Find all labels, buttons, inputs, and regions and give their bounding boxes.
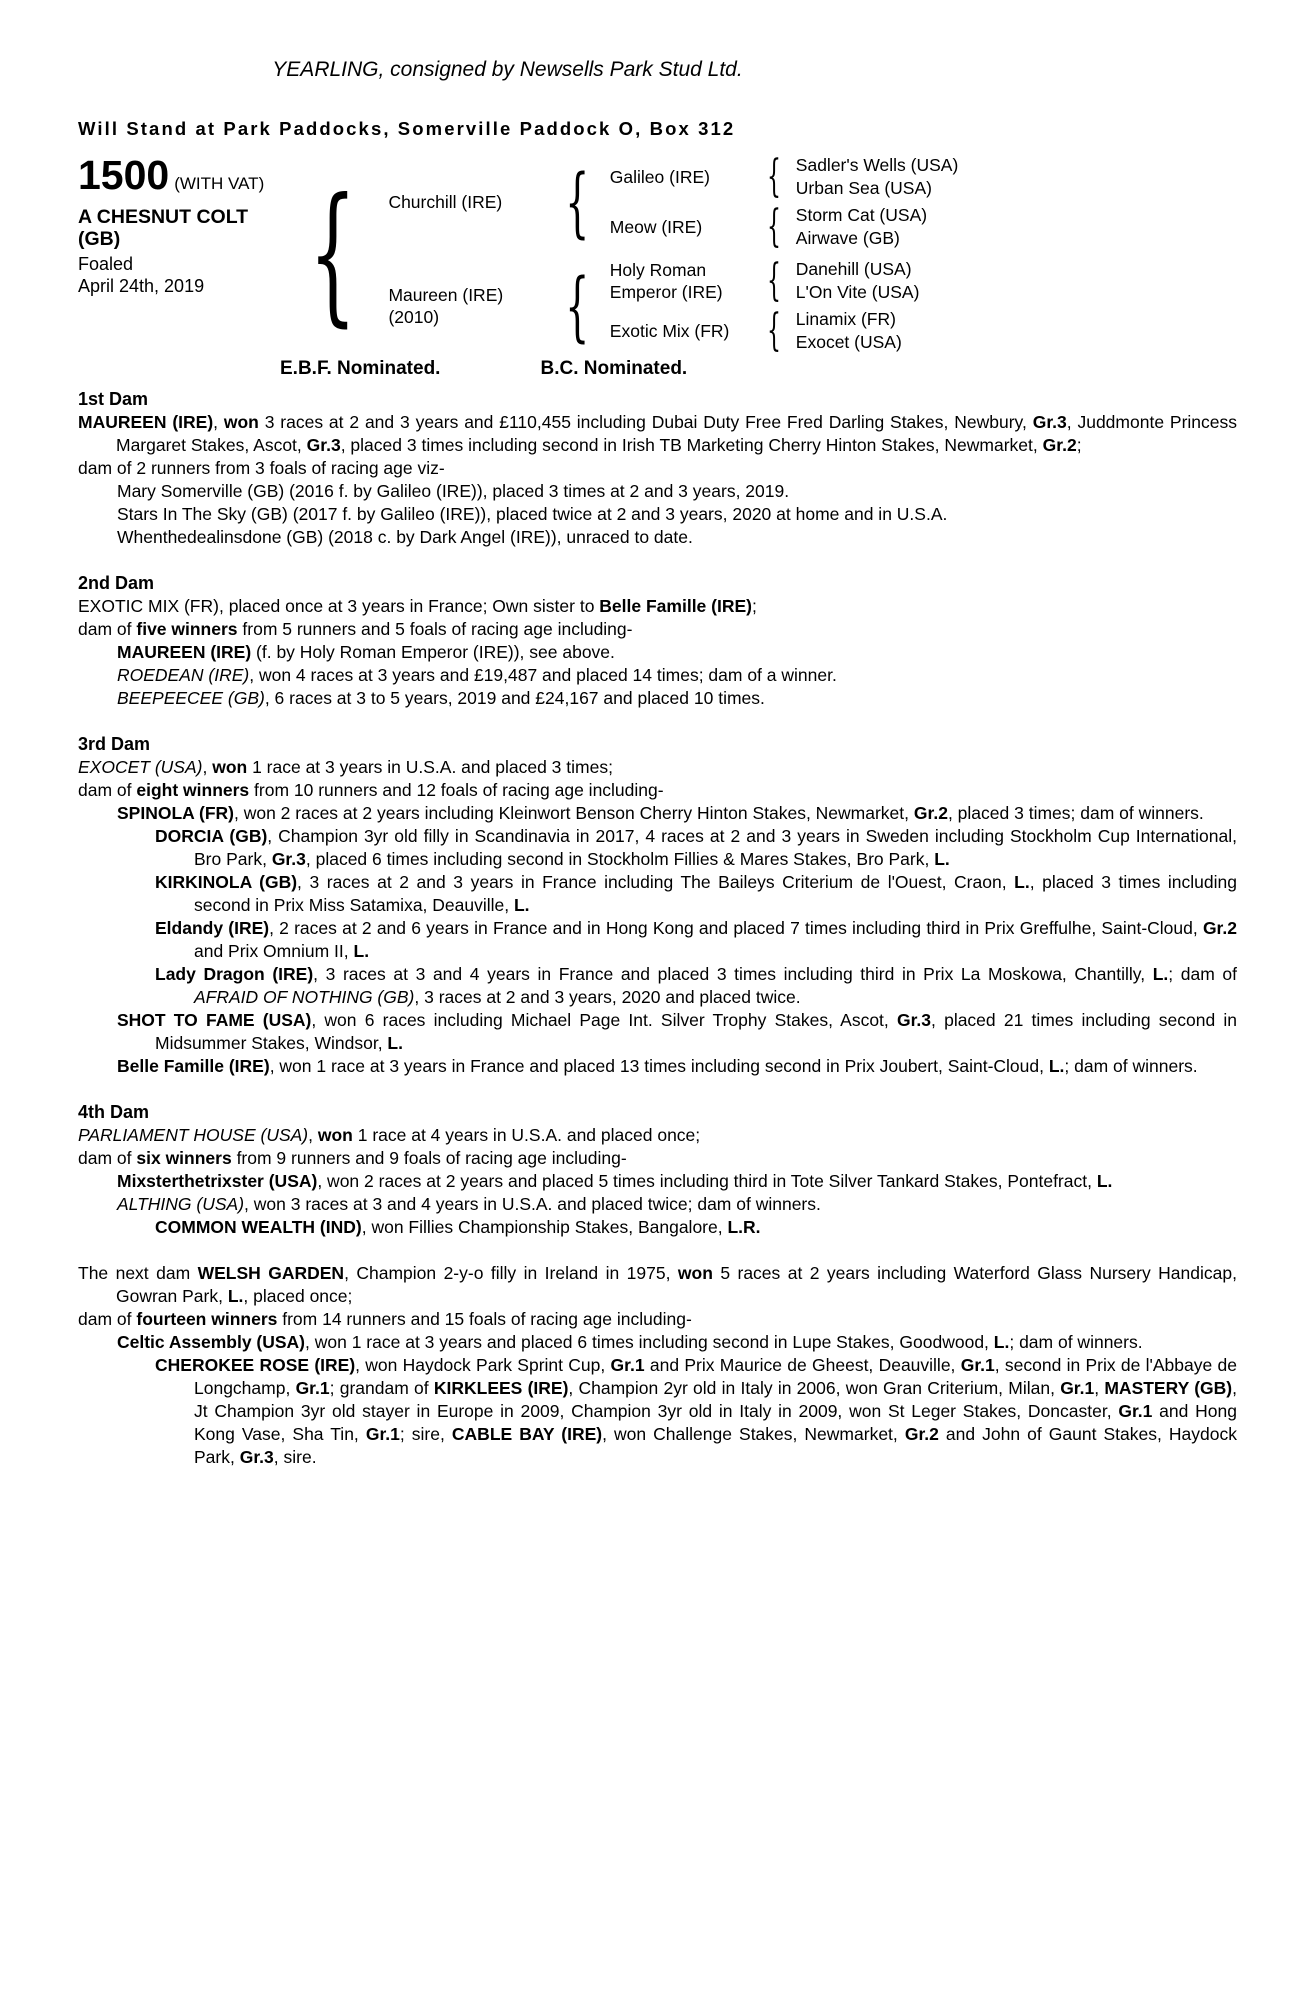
emphasized-text: won	[223, 412, 259, 432]
emphasized-text: ALTHING (USA)	[117, 1194, 245, 1214]
emphasized-text: Belle Famille (IRE)	[117, 1056, 270, 1076]
text-run: ,	[202, 757, 213, 777]
emphasized-text: Belle Famille (IRE)	[599, 596, 752, 616]
emphasized-text: won	[317, 1125, 353, 1145]
emphasized-text: Celtic Assembly (USA)	[117, 1332, 306, 1352]
pedigree-paragraph	[78, 802, 1237, 825]
ebf-nominated-label: E.B.F. Nominated.	[280, 358, 441, 379]
pedigree-paragraph	[78, 664, 1237, 687]
sire-sire-sire-name: Sadler's Wells (USA)	[795, 155, 959, 175]
emphasized-text: Gr.1	[960, 1355, 995, 1375]
pedigree-paragraph	[78, 1262, 1237, 1308]
sire-sire-dam-name: Urban Sea (USA)	[795, 178, 932, 198]
text-run: , placed 3 times; dam of winners.	[947, 803, 1204, 823]
sire-name: Churchill (IRE)	[388, 192, 503, 212]
text-run: from 10 runners and 12 foals of racing age including-	[249, 780, 664, 800]
text-run: Mary Somerville (GB) (2016 f. by Galileo (IRE)), placed 3 times at 2 and 3 years, 2019.	[117, 481, 790, 501]
dam-section	[78, 1262, 1237, 1469]
emphasized-text: Gr.2	[1042, 435, 1077, 455]
dam-section	[78, 572, 1237, 710]
dam-section-heading: 4th Dam	[78, 1102, 150, 1122]
text-run: , 3 races at 3 and 4 years in France and placed 3 times including third in Prix La Moskowa, Chantilly,	[313, 964, 1153, 984]
text-run: , won 1 race at 3 years and placed 6 times including second in Lupe Stakes, Goodwood,	[305, 1332, 994, 1352]
pedigree-paragraph	[78, 503, 1237, 526]
emphasized-text: fourteen winners	[136, 1309, 278, 1329]
dam-section-heading: 1st Dam	[78, 389, 149, 409]
emphasized-text: L.	[993, 1332, 1010, 1352]
text-run: , Jt Champion 3yr old stayer in Europe in 2009, Champion 3yr old in Italy in 2009, won St Leger Stakes, Doncaster,	[194, 1378, 1237, 1421]
text-run: , won Fillies Championship Stakes, Bangalore,	[361, 1217, 728, 1237]
emphasized-text: five winners	[136, 619, 238, 639]
text-run: 5 races at 2 years including Waterford Glass Nursery Handicap, Gowran Park,	[116, 1263, 1237, 1306]
text-run: , won 6 races including Michael Page Int. Silver Trophy Stakes, Ascot,	[311, 1010, 897, 1030]
dam-section-heading: 3rd Dam	[78, 734, 151, 754]
emphasized-text: PARLIAMENT HOUSE (USA)	[78, 1125, 309, 1145]
dam-name-block	[388, 284, 553, 328]
lot-vat-note: (WITH VAT)	[174, 174, 265, 193]
text-run: Stars In The Sky (GB) (2017 f. by Galileo (IRE)), placed twice at 2 and 3 years, 2020 at home and in U.S.A.	[117, 504, 948, 524]
text-run: and Prix Omnium II,	[194, 941, 354, 961]
pedigree-paragraph	[78, 595, 1237, 618]
emphasized-text: KIRKLEES (IRE)	[433, 1378, 569, 1398]
dam-dam-sire-name: Linamix (FR)	[795, 309, 896, 329]
dam-sire-dam-name: L'On Vite (USA)	[795, 282, 920, 302]
pedigree-paragraph	[78, 1147, 1237, 1170]
emphasized-text: eight winners	[136, 780, 250, 800]
text-run: ;	[1076, 435, 1082, 455]
emphasized-text: CHEROKEE ROSE (IRE)	[155, 1355, 356, 1375]
dam-dam-subtree	[609, 305, 1237, 357]
emphasized-text: AFRAID OF NOTHING (GB)	[194, 987, 415, 1007]
pedigree-paragraph	[78, 687, 1237, 710]
text-run: , Champion 2-y-o filly in Ireland in 1975,	[344, 1263, 678, 1283]
text-run: 1 race at 3 years in U.S.A. and placed 3 times;	[247, 757, 613, 777]
emphasized-text: MAUREEN (IRE)	[78, 412, 214, 432]
text-run: 3 races at 2 and 3 years and £110,455 including Dubai Duty Free Fred Darling Stakes, Newbury,	[258, 412, 1033, 432]
emphasized-text: Gr.3	[896, 1010, 932, 1030]
bc-nominated-label: B.C. Nominated.	[540, 358, 688, 379]
pedigree-paragraph	[78, 1055, 1237, 1078]
emphasized-text: won	[212, 757, 248, 777]
pedigree-brace-icon: {	[766, 305, 781, 357]
emphasized-text: won	[677, 1263, 713, 1283]
text-run: ,	[1094, 1378, 1105, 1398]
text-run: , Juddmonte Princess Margaret Stakes, Ascot,	[116, 412, 1238, 455]
pedigree-paragraph	[78, 641, 1237, 664]
lot-info	[78, 154, 285, 297]
text-run: ,	[308, 1125, 318, 1145]
foaled-date: April 24th, 2019	[78, 276, 205, 297]
text-run: dam of 2 runners from 3 foals of racing age viz-	[78, 458, 445, 478]
foaled-label: Foaled	[78, 254, 134, 275]
dam-name: Maureen (IRE)	[388, 285, 504, 305]
text-run: EXOTIC MIX (FR), placed once at 3 years in France; Own sister to	[78, 596, 600, 616]
sire-sire-subtree	[609, 151, 1237, 203]
emphasized-text: Gr.1	[1118, 1401, 1153, 1421]
sire-dam-dam-name: Airwave (GB)	[795, 228, 900, 248]
pedigree-brace-icon: {	[766, 201, 781, 253]
text-run: 1 race at 4 years in U.S.A. and placed once;	[352, 1125, 701, 1145]
dam-subtree	[388, 255, 1237, 357]
sire-subtree	[388, 151, 1237, 253]
text-run: ;	[751, 596, 757, 616]
pedigree-brace-icon: {	[766, 255, 781, 307]
pedigree-paragraph	[78, 1193, 1237, 1216]
pedigree-paragraph	[78, 480, 1237, 503]
emphasized-text: Lady Dragon (IRE)	[155, 964, 314, 984]
text-run: , placed 21 times including second in Midsummer Stakes, Windsor,	[155, 1010, 1237, 1053]
text-run: , won Challenge Stakes, Newmarket,	[602, 1424, 905, 1444]
pedigree-paragraph	[78, 411, 1237, 457]
emphasized-text: EXOCET (USA)	[78, 757, 203, 777]
text-run: and Prix Maurice de Gheest, Deauville,	[644, 1355, 961, 1375]
dam-foaling-year: (2010)	[388, 307, 440, 327]
pedigree-paragraph	[78, 1170, 1237, 1193]
dam-sire-sire-name: Danehill (USA)	[795, 259, 912, 279]
emphasized-text: CABLE BAY (IRE)	[451, 1424, 603, 1444]
text-run: ,	[213, 412, 224, 432]
emphasized-text: Gr.3	[239, 1447, 274, 1467]
text-run: , 6 races at 3 to 5 years, 2019 and £24,167 and placed 10 times.	[264, 688, 765, 708]
emphasized-text: WELSH GARDEN	[197, 1263, 345, 1283]
text-run: , 3 races at 2 and 3 years, 2020 and placed twice.	[414, 987, 801, 1007]
text-run: , won 1 race at 3 years in France and placed 13 times including second in Prix Joubert, Saint-Cloud,	[269, 1056, 1049, 1076]
pedigree-paragraph	[78, 1331, 1237, 1354]
pedigree-paragraph	[78, 526, 1237, 549]
text-run: ; dam of	[1168, 964, 1237, 984]
text-run: , placed 6 times including second in Stockholm Fillies & Mares Stakes, Bro Park,	[305, 849, 935, 869]
text-run: dam of	[78, 780, 137, 800]
pedigree-paragraph	[78, 1124, 1237, 1147]
text-run: , placed once;	[243, 1286, 353, 1306]
emphasized-text: ROEDEAN (IRE)	[117, 665, 250, 685]
text-run: from 9 runners and 9 foals of racing age including-	[231, 1148, 627, 1168]
lot-pedigree-block	[78, 151, 1237, 357]
emphasized-text: Mixsterthetrixster (USA)	[117, 1171, 318, 1191]
nominations-line	[78, 358, 1237, 380]
emphasized-text: L.	[934, 849, 950, 869]
pedigree-paragraph	[78, 1216, 1237, 1239]
text-run: ; dam of winners.	[1009, 1332, 1143, 1352]
text-run: , sire.	[273, 1447, 317, 1467]
emphasized-text: Gr.3	[306, 435, 341, 455]
pedigree-paragraph	[78, 756, 1237, 779]
text-run: , Champion 2yr old in Italy in 2006, won Gran Criterium, Milan,	[568, 1378, 1061, 1398]
text-run: , placed 3 times including second in Prix Miss Satamixa, Deauville,	[194, 872, 1237, 915]
lot-description-line1: A CHESNUT COLT	[78, 206, 249, 229]
lot-number: 1500	[78, 152, 170, 198]
dam-section	[78, 388, 1237, 549]
dam-section	[78, 733, 1237, 1078]
pedigree-brace-icon: {	[565, 156, 590, 246]
pedigree-brace-icon: {	[565, 260, 590, 350]
emphasized-text: SHOT TO FAME (USA)	[117, 1010, 312, 1030]
emphasized-text: L.	[387, 1033, 403, 1053]
emphasized-text: L.	[1152, 964, 1169, 984]
emphasized-text: BEEPEECEE (GB)	[117, 688, 265, 708]
dam-sire-subtree	[609, 255, 1237, 307]
text-run: , 3 races at 2 and 3 years in France including The Baileys Criterium de l'Ouest, Craon,	[297, 872, 1015, 892]
pedigree-paragraph	[78, 963, 1237, 1009]
stand-location-line: Will Stand at Park Paddocks, Somerville Paddock O, Box 312	[78, 118, 736, 139]
text-run: , won 2 races at 2 years and placed 5 times including third in Tote Silver Tankard Stakes, Pontefract,	[317, 1171, 1097, 1191]
pedigree-paragraph	[78, 825, 1237, 871]
emphasized-text: Gr.1	[1060, 1378, 1095, 1398]
emphasized-text: Gr.2	[913, 803, 948, 823]
emphasized-text: L.	[1096, 1171, 1113, 1191]
sire-dam-subtree	[609, 201, 1237, 253]
text-run: , placed 3 times including second in Irish TB Marketing Cherry Hinton Stakes, Newmarket,	[340, 435, 1043, 455]
text-run: Whenthedealinsdone (GB) (2018 c. by Dark Angel (IRE)), unraced to date.	[117, 527, 693, 547]
dam-dam-name: Exotic Mix (FR)	[609, 321, 730, 341]
pedigree-sections	[78, 388, 1237, 1469]
text-run: , won 3 races at 3 and 4 years in U.S.A. and placed twice; dam of winners.	[244, 1194, 821, 1214]
emphasized-text: Gr.2	[904, 1424, 939, 1444]
lot-number-row	[78, 154, 285, 197]
text-run: , won 2 races at 2 years including Kleinwort Benson Cherry Hinton Stakes, Newmarket,	[233, 803, 914, 823]
emphasized-text: DORCIA (GB)	[155, 826, 268, 846]
emphasized-text: KIRKINOLA (GB)	[155, 872, 298, 892]
text-run: , won 4 races at 3 years and £19,487 and placed 14 times; dam of a winner.	[249, 665, 837, 685]
pedigree-paragraph	[78, 1009, 1237, 1055]
emphasized-text: SPINOLA (FR)	[117, 803, 234, 823]
text-run: , won Haydock Park Sprint Cup,	[355, 1355, 611, 1375]
pedigree-paragraph	[78, 1354, 1237, 1469]
emphasized-text: Gr.2	[1202, 918, 1237, 938]
dam-section-heading: 2nd Dam	[78, 573, 155, 593]
text-run: and John of Gaunt Stakes, Haydock Park,	[194, 1424, 1237, 1467]
dam-section	[78, 1101, 1237, 1239]
emphasized-text: L.R.	[727, 1217, 761, 1237]
pedigree-paragraph	[78, 618, 1237, 641]
page-title: YEARLING, consigned by Newsells Park Stud Ltd.	[272, 58, 743, 81]
text-run: ; sire,	[399, 1424, 452, 1444]
emphasized-text: L.	[513, 895, 530, 915]
emphasized-text: MASTERY (GB)	[1104, 1378, 1233, 1398]
emphasized-text: L.	[227, 1286, 244, 1306]
emphasized-text: Gr.1	[365, 1424, 400, 1444]
sire-dam-sire-name: Storm Cat (USA)	[795, 205, 928, 225]
text-run: , 2 races at 2 and 6 years in France and in Hong Kong and placed 7 times including third in Prix Greffulhe, Saint-Cloud,	[269, 918, 1203, 938]
emphasized-text: L.	[1014, 872, 1030, 892]
text-run: dam of	[78, 1148, 137, 1168]
dam-dam-dam-name: Exocet (USA)	[795, 332, 902, 352]
text-run: (f. by Holy Roman Emperor (IRE)), see above.	[251, 642, 615, 662]
pedigree-paragraph	[78, 457, 1237, 480]
pedigree-brace-icon: {	[766, 151, 781, 203]
pedigree-tree	[285, 151, 1237, 357]
text-run: dam of	[78, 1309, 137, 1329]
emphasized-text: Eldandy (IRE)	[155, 918, 270, 938]
emphasized-text: Gr.3	[271, 849, 306, 869]
pedigree-paragraph	[78, 917, 1237, 963]
text-run: from 5 runners and 5 foals of racing age including-	[237, 619, 633, 639]
dam-sire-name: Holy Roman Emperor (IRE)	[609, 260, 723, 302]
emphasized-text: six winners	[136, 1148, 232, 1168]
pedigree-brace-icon: {	[308, 166, 357, 341]
emphasized-text: Gr.1	[610, 1355, 645, 1375]
emphasized-text: L.	[1048, 1056, 1065, 1076]
text-run: ; grandam of	[329, 1378, 434, 1398]
sire-sire-name: Galileo (IRE)	[609, 167, 710, 187]
pedigree-paragraph	[78, 779, 1237, 802]
text-run: ; dam of winners.	[1064, 1056, 1198, 1076]
emphasized-text: Gr.1	[295, 1378, 330, 1398]
pedigree-paragraph	[78, 871, 1237, 917]
pedigree-paragraph	[78, 1308, 1237, 1331]
text-run: , Champion 3yr old filly in Scandinavia in 2017, 4 races at 2 and 3 years in Sweden including Stockholm Cup International, Bro Park,	[194, 826, 1237, 869]
emphasized-text: Gr.3	[1032, 412, 1067, 432]
text-run: , second in Prix de l'Abbaye de Longchamp,	[194, 1355, 1237, 1398]
text-run: The next dam	[78, 1263, 198, 1283]
text-run: dam of	[78, 619, 137, 639]
emphasized-text: L.	[353, 941, 370, 961]
emphasized-text: MAUREEN (IRE)	[117, 642, 252, 662]
lot-description-line2: (GB)	[78, 228, 121, 251]
text-run: from 14 runners and 15 foals of racing age including-	[277, 1309, 692, 1329]
text-run: and Hong Kong Vase, Sha Tin,	[194, 1401, 1237, 1444]
emphasized-text: COMMON WEALTH (IND)	[155, 1217, 362, 1237]
sire-dam-name: Meow (IRE)	[609, 217, 703, 237]
